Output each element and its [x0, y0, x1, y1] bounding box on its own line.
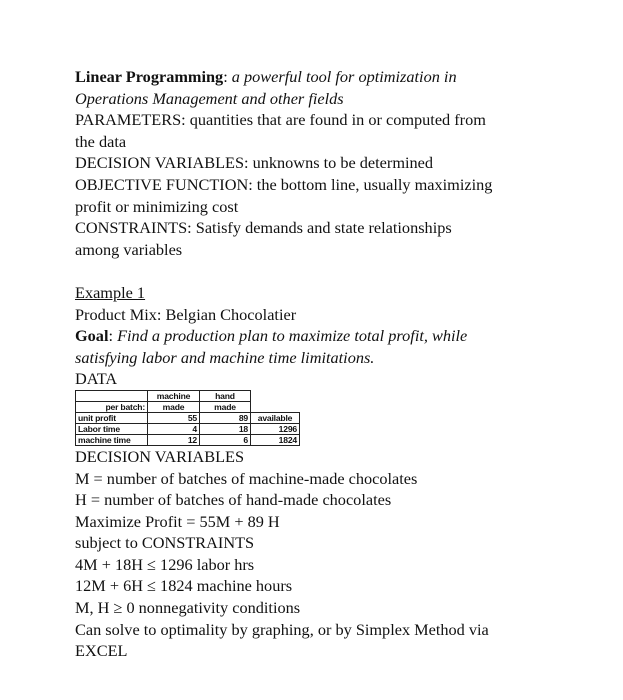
- variable-m-definition: M = number of batches of machine-made chocolates: [75, 468, 418, 488]
- row-label: machine time: [76, 434, 148, 445]
- doc-subtitle-cont: Operations Management and other fields: [75, 88, 344, 108]
- cell-available: 1824: [251, 434, 300, 445]
- objective-text-cont: profit or minimizing cost: [75, 196, 239, 216]
- doc-subtitle: a powerful tool for optimization in: [231, 67, 457, 86]
- solve-method-text-cont: EXCEL: [75, 641, 128, 661]
- goal-line: [75, 325, 595, 347]
- decision-variables-heading: DECISION VARIABLES: [75, 446, 245, 466]
- table-header-row: [76, 390, 300, 401]
- objective-text: OBJECTIVE FUNCTION: the bottom line, usually maximizing: [75, 174, 493, 194]
- goal-text: Find a production plan to maximize total profit, while: [117, 326, 468, 346]
- table-row: [76, 412, 300, 423]
- cell-machine: 55: [148, 412, 200, 423]
- example-heading: Example 1: [75, 282, 146, 302]
- title-separator: :: [223, 67, 232, 86]
- cell-available: 1296: [251, 423, 300, 434]
- table-row: [76, 423, 300, 434]
- data-table: [75, 390, 300, 446]
- header-cell-machine: machine: [148, 390, 200, 401]
- header-cell-made: made: [200, 401, 251, 412]
- row-label: Labor time: [76, 423, 148, 434]
- constraints-text: CONSTRAINTS: Satisfy demands and state relationships: [75, 218, 452, 238]
- doc-title: Linear Programming: [75, 67, 224, 86]
- cell-hand: 6: [200, 434, 251, 445]
- solve-method-text: Can solve to optimality by graphing, or by Simplex Method via: [75, 619, 489, 639]
- decision-variables-text: DECISION VARIABLES: unknowns to be determined: [75, 153, 434, 173]
- row-label: unit profit: [76, 412, 148, 423]
- title-line: [75, 66, 595, 88]
- constraint-nonnegativity: M, H ≥ 0 nonnegativity conditions: [75, 598, 301, 618]
- header-cell-per-batch: per batch:: [76, 401, 148, 412]
- product-mix-text: Product Mix: Belgian Chocolatier: [75, 304, 297, 324]
- header-cell: [76, 390, 148, 401]
- cell-hand: 89: [200, 412, 251, 423]
- header-cell-empty: [251, 401, 300, 412]
- goal-separator: :: [108, 326, 118, 346]
- spacer: [75, 260, 595, 282]
- header-cell-hand: hand: [200, 390, 251, 401]
- variable-h-definition: H = number of batches of hand-made chocolates: [75, 490, 392, 510]
- table-row: [76, 434, 300, 445]
- header-cell-made: made: [148, 401, 200, 412]
- cell-available: available: [251, 412, 300, 423]
- parameters-text: PARAMETERS: quantities that are found in or computed from: [75, 110, 486, 130]
- constraint-labor: 4M + 18H ≤ 1296 labor hrs: [75, 554, 255, 574]
- cell-machine: 12: [148, 434, 200, 445]
- subject-to-text: subject to CONSTRAINTS: [75, 533, 255, 553]
- table-header-row: [76, 401, 300, 412]
- goal-label: Goal: [75, 326, 109, 346]
- cell-hand: 18: [200, 423, 251, 434]
- constraint-machine: 12M + 6H ≤ 1824 machine hours: [75, 576, 293, 596]
- parameters-text-cont: the data: [75, 131, 127, 151]
- data-label: DATA: [75, 369, 118, 389]
- document-body: [75, 66, 595, 662]
- constraints-text-cont: among variables: [75, 239, 183, 259]
- header-cell-empty: [251, 390, 300, 401]
- goal-text-cont: satisfying labor and machine time limitations.: [75, 347, 375, 367]
- objective-function: Maximize Profit = 55M + 89 H: [75, 511, 280, 531]
- cell-machine: 4: [148, 423, 200, 434]
